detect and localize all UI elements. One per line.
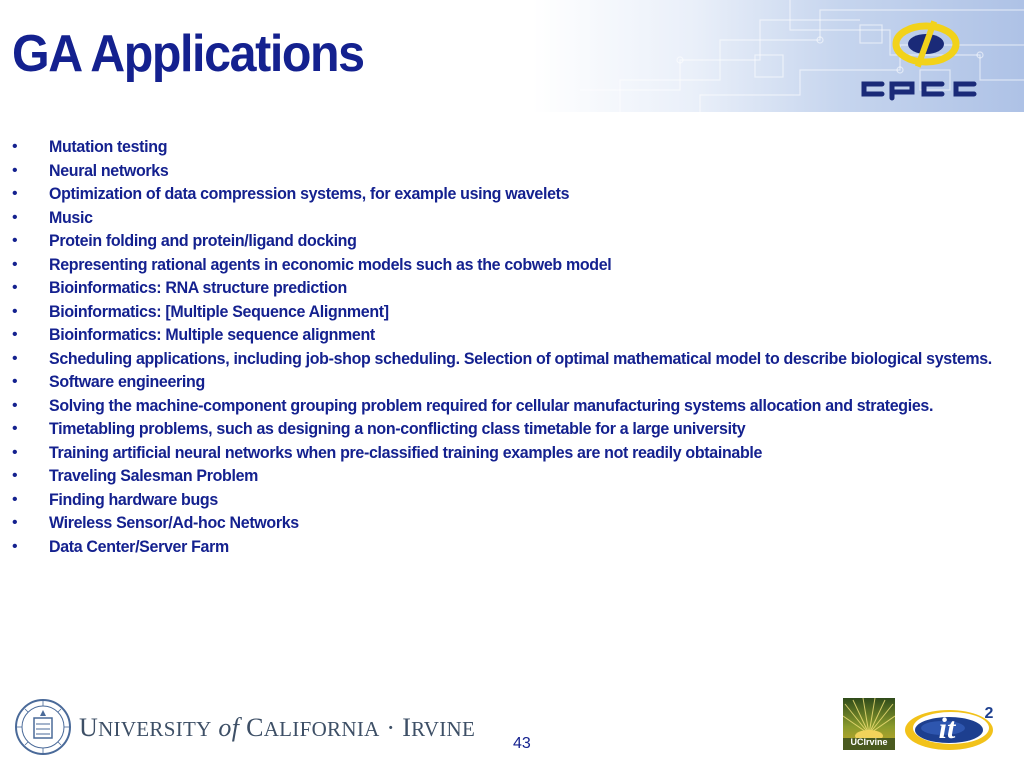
bullet-marker: • xyxy=(12,420,18,437)
bullet-text: Finding hardware bugs xyxy=(49,489,218,509)
cpcc-wordmark xyxy=(864,84,974,98)
cpcc-logo xyxy=(852,12,1000,102)
page-number: 43 xyxy=(513,735,531,752)
california-word-initial: C xyxy=(246,713,264,742)
slide-title: GA Applications xyxy=(12,25,364,83)
bullet-marker: • xyxy=(12,443,18,461)
list-item xyxy=(10,208,1010,228)
list-item xyxy=(10,302,1010,322)
list-item xyxy=(10,396,1010,416)
list-item xyxy=(10,419,1010,439)
bullet-text: Traveling Salesman Problem xyxy=(49,466,259,485)
list-item xyxy=(10,490,1010,510)
bullet-text: Solving the machine-component grouping problem required for cellular manufacturing systems allocation and strategies. xyxy=(49,395,934,415)
bullet-marker: • xyxy=(12,514,18,531)
bullet-text: Bioinformatics: Multiple sequence alignment xyxy=(49,325,375,344)
bullet-text: Training artificial neural networks when pre-classified training examples are not readily obtainable xyxy=(49,442,763,462)
bullet-marker: • xyxy=(12,349,18,367)
uci-sunburst-logo xyxy=(843,698,895,750)
bullet-marker: • xyxy=(12,185,18,202)
uci-logo-label: UCIrvine xyxy=(850,737,888,747)
irvine-word-rest: RVINE xyxy=(411,717,476,741)
university-word-rest: NIVERSITY xyxy=(98,717,212,741)
bullet-marker: • xyxy=(12,373,18,390)
bullet-marker: • xyxy=(12,208,18,226)
list-item xyxy=(10,372,1010,392)
list-item xyxy=(10,161,1010,181)
wordmark-separator: · xyxy=(386,713,396,742)
list-item xyxy=(10,184,1010,204)
bullet-marker: • xyxy=(12,467,18,484)
list-item xyxy=(10,537,1010,557)
it2-logo xyxy=(903,698,1007,754)
bullet-text: Data Center/Server Farm xyxy=(49,536,229,556)
university-word-initial: U xyxy=(79,713,99,742)
bullet-text: Software engineering xyxy=(49,372,205,391)
bullet-text: Mutation testing xyxy=(49,137,168,156)
it2-logo-superscript: 2 xyxy=(984,705,994,722)
bullet-marker: • xyxy=(12,255,18,273)
bullet-text: Scheduling applications, including job-shop scheduling. Selection of optimal mathematical model to describe biological systems. xyxy=(49,348,992,368)
bullet-marker: • xyxy=(12,490,18,508)
list-item xyxy=(10,466,1010,486)
bullet-text: Bioinformatics: RNA structure prediction xyxy=(49,278,347,297)
bullet-text: Music xyxy=(49,207,93,227)
bullet-marker: • xyxy=(12,302,18,320)
irvine-word-initial: I xyxy=(402,713,412,742)
bullet-marker: • xyxy=(12,161,18,179)
bullet-marker: • xyxy=(12,326,18,343)
it2-logo-text: it xyxy=(938,712,956,745)
list-item xyxy=(10,443,1010,463)
university-seal-icon xyxy=(14,698,72,756)
bullet-marker: • xyxy=(12,537,18,555)
bullet-marker: • xyxy=(12,232,18,249)
university-of: of xyxy=(218,713,240,742)
bullet-marker: • xyxy=(12,138,18,155)
list-item xyxy=(10,255,1010,275)
list-item xyxy=(10,325,1010,345)
bullet-text: Neural networks xyxy=(49,160,169,180)
list-item xyxy=(10,513,1010,533)
bullet-list xyxy=(10,137,1010,560)
bullet-marker: • xyxy=(12,396,18,414)
bullet-text: Bioinformatics: [Multiple Sequence Alignment] xyxy=(49,301,389,321)
bullet-text: Timetabling problems, such as designing a non-conflicting class timetable for a large university xyxy=(49,419,746,438)
california-word-rest: ALIFORNIA xyxy=(263,717,380,741)
bullet-text: Optimization of data compression systems, for example using wavelets xyxy=(49,184,570,203)
list-item xyxy=(10,278,1010,298)
cpcc-emblem-icon xyxy=(896,20,956,67)
bullet-marker: • xyxy=(12,279,18,296)
bullet-text: Wireless Sensor/Ad-hoc Networks xyxy=(49,513,299,532)
bullet-text: Representing rational agents in economic models such as the cobweb model xyxy=(49,254,612,274)
university-wordmark xyxy=(79,713,475,744)
list-item xyxy=(10,231,1010,251)
list-item xyxy=(10,349,1010,369)
list-item xyxy=(10,137,1010,157)
bullet-text: Protein folding and protein/ligand docking xyxy=(49,231,357,250)
